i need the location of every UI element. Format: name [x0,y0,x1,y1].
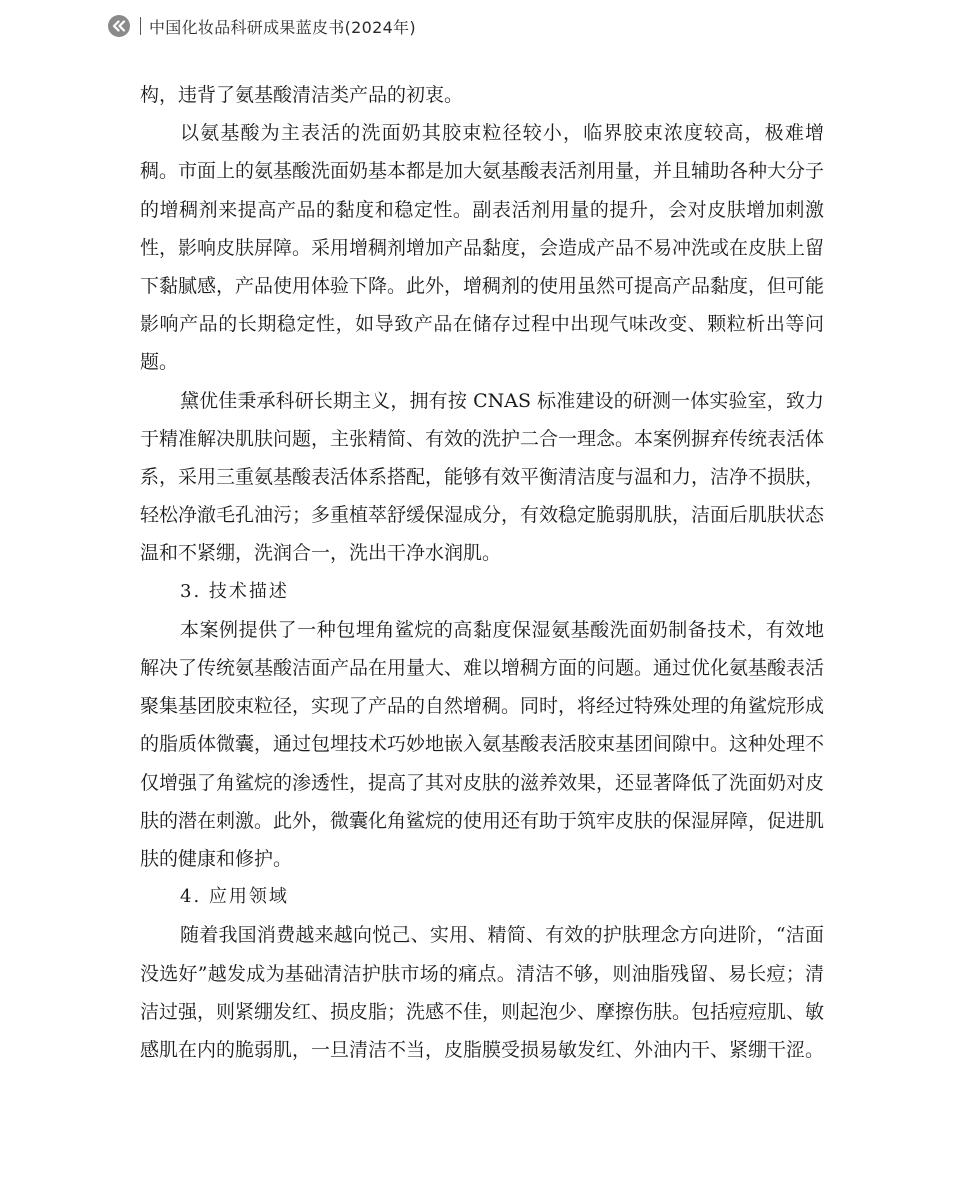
double-chevron-left-icon[interactable] [108,15,130,37]
paragraph-thickening-problem: 以氨基酸为主表活的洗面奶其胶束粒径较小，临界胶束浓度较高，极难增稠。市面上的氨基酸洗面奶基本都是加大氨基酸表活剂用量，并且辅助各种大分子的增稠剂来提高产品的黏度和稳定性。副表活剂用量的提升，会对皮肤增加刺激性，影响皮肤屏障。采用增稠剂增加产品黏度，会造成产品不易冲洗或在皮肤上留下黏腻感，产品使用体验下降。此外，增稠剂的使用虽然可提高产品黏度，但可能影响产品的长期稳定性，如导致产品在储存过程中出现气味改变、颗粒析出等问题。 [140,122,825,374]
book-title: 中国化妆品科研成果蓝皮书(2024年) [149,17,416,37]
header-divider [140,17,141,35]
paragraph-application: 随着我国消费越来越向悦己、实用、精简、有效的护肤理念方向进阶，“洁面没选好”越发成为基础清洁护肤市场的痛点。清洁不够，则油脂残留、易长痘；清洁过强，则紧绷发红、损皮脂；洗感不佳，则起泡少、摩擦伤肤。包括痘痘肌、敏感肌在内的脆弱肌，一旦清洁不当，皮脂膜受损易敏发红、外油内干、紧绷干涩。 [140,924,825,1062]
paragraph-continuation: 构，违背了氨基酸清洁类产品的初衷。 [140,84,464,106]
paragraph-technology: 本案例提供了一种包埋角鲨烷的高黏度保湿氨基酸洗面奶制备技术，有效地解决了传统氨基酸洁面产品在用量大、难以增稠方面的问题。通过优化氨基酸表活聚集基团胶束粒径，实现了产品的自然增稠。同时，将经过特殊处理的角鲨烷形成的脂质体微囊，通过包埋技术巧妙地嵌入氨基酸表活胶束基团间隙中。这种处理不仅增强了角鲨烷的渗透性，提高了其对皮肤的滋养效果，还显著降低了洗面奶对皮肤的潜在刺激。此外，微囊化角鲨烷的使用还有助于筑牢皮肤的保湿屏障，促进肌肤的健康和修护。 [140,618,825,871]
paragraph-company-intro: 黛优佳秉承科研长期主义，拥有按 CNAS 标准建设的研测一体实验室，致力于精准解决肌肤问题，主张精简、有效的洗护二合一理念。本案例摒弃传统表活体系，采用三重氨基酸表活体系搭配，能够有效平衡清洁度与温和力，洁净不损肤，轻松净澈毛孔油污；多重植萃舒缓保湿成分，有效稳定脆弱肌肤，洁面后肌肤状态温和不紧绷，洗润合一，洗出干净水润肌。 [140,389,825,565]
page-header [108,14,416,38]
section-heading-technology: 3. 技术描述 [180,580,289,602]
section-heading-application: 4. 应用领域 [180,886,289,908]
document-body [140,76,824,1069]
